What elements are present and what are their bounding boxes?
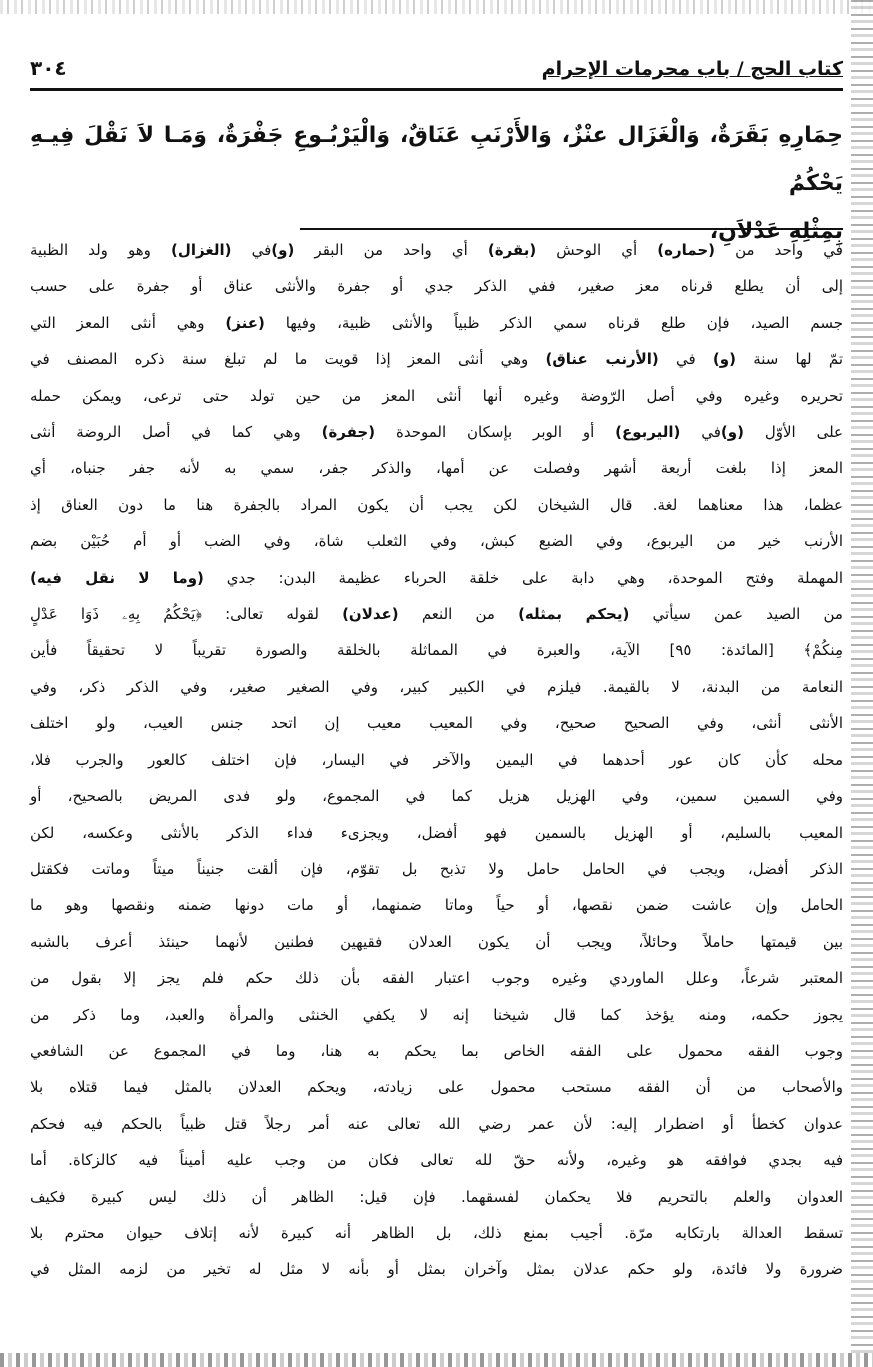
- commentary-line: جسم الصيد، فإن طلع قرناه سمي الذكر ظبياً والأنثى ظبية، وفيها (عنز) وهي أنثى المعز التي: [30, 313, 843, 332]
- commentary-line: العدوان والعلم بالتحريم فلا يحكمان لفسقهما. فإن قيل: الظاهر أن ذلك ليس كبيرة فكيف: [30, 1187, 843, 1206]
- commentary-line: تمّ لها سنة (و) في (الأرنب عناق) وهي أنثى المعز إذا قويت ما لم تبلغ سنة ذكره المصنف في: [30, 350, 843, 369]
- main-text-line: بِمِثْلِهِ عَدْلاَنِ،: [709, 219, 843, 244]
- commentary-line: في واحد من (حماره) أي الوحش (بقرة) أي واحد من البقر (و)في (الغزال) وهو ولد الظبية: [30, 241, 843, 259]
- commentary-line: الأنثى أنثى، وفي الصحيح صحيح، وفي المعيب معيب إن اتحد جنس العيب، ولو اختلف: [30, 714, 843, 733]
- commentary-line: مِنكُمْ﴾ [المائدة: ٩٥] الآية، والعبرة في المماثلة بالخلقة والصورة تقريباً لا تحقيقاً فأين: [30, 641, 843, 660]
- commentary-line: المعيب بالسليم، أو الهزيل بالسمين فهو أفضل، ويجزىء فداء الذكر بالأنثى وعكسه، لكن: [30, 823, 843, 842]
- decorative-border-right: [851, 0, 873, 1367]
- commentary-line: الحامل وإن عاشت ضمن نقصها، أو حياً وماتا ضمنهما، أو مات دونها ضمنه ونقصها وهو ما: [30, 896, 843, 915]
- commentary-line: وفي السمين سمين، وفي الهزيل هزيل كما في المجموع، ولو فدى المريض بالصحيح، أو: [30, 787, 843, 806]
- commentary-line: تحريره وغيره وفي أصل الرّوضة وغيره أنها أنثى المعز من حين تولد حتى ترعى، ويمكن حمله: [30, 386, 843, 405]
- commentary-line: عظما، هذا معناهما لغة. قال الشيخان لكن يجب أن يكون المراد بالجفرة هنا ما دون العناق إذ: [30, 495, 843, 514]
- commentary-line: النعامة من البدنة، لا بالقيمة. فيلزم في الكبير كبير، وفي الصغير صغير، وفي الذكر ذكر، وفي: [30, 677, 843, 696]
- commentary-line: على الأوّل (و)في (اليربوع) أو الوبر بإسكان الموحدة (جفرة) وهي كما في أصل الروضة أنثى: [30, 423, 843, 442]
- commentary-line: الذكر أفضل، ويجب في الحامل حامل ولا تذبح بل تقوّم، فإن ألقت جنيناً ميتاً وماتت فكقتل: [30, 859, 843, 878]
- commentary-line: عدوان كخطأ أو اضطرار إليه: لأن عمر رضي الله تعالى عنه أمر رجلاً قتل ظبياً بالحكم فيه فحكم: [30, 1114, 843, 1133]
- commentary-line: المهملة وفتح الموحدة، وهي دابة على خلقة الحرباء عظيمة البدن: جدي (وما لا نقل فيه): [30, 568, 843, 587]
- page-number: ٣٠٤: [30, 56, 67, 80]
- commentary-line: تسقط العدالة بارتكابه مرّة. أجيب بمنع ذلك، بل الظاهر أنه كبيرة لأنه إتلاف حيوان محترم بلا: [30, 1223, 843, 1242]
- commentary-line: الأرنب خير من اليربوع، وفي الضبع كبش، وفي الثعلب شاة، وفي الضب أو أم حُبَيْن بضم: [30, 532, 843, 551]
- commentary-line: المعتبر شرعاً، وعلل الماوردي وغيره وجوب اعتبار الفقه بأن ذلك حكم فلم يجز إلا بقول من: [30, 969, 843, 988]
- commentary-line: والأصحاب من أن الفقه مستحب محمول على زيادته، ويحكم العدلان بالمثل فيما قتلاه بلا: [30, 1078, 843, 1097]
- commentary-line: محله كأن كان عور أحدهما في اليمين والآخر في اليسار، فإن اختلف كالعور والجرب فلا،: [30, 750, 843, 769]
- main-text-line: حِمَارِهِ بَقَرَةٌ، وَالْغَزَال عنْزٌ، وَالأَرْنَبِ عَنَاقٌ، وَالْيَرْبُـوعِ جَفْرَةٌ، وَمَـا لاَ نَقْلَ فِيـهِ يَحْكُمُ: [30, 123, 843, 196]
- commentary-line: المعز إذا بلغت أربعة أشهر وفصلت عن أمها، والذكر جفر، سمي به لأنه جفر جنباه، أي: [30, 459, 843, 478]
- commentary-line: ضرورة ولا فائدة، ولو حكم عدلان بمثل وآخران بمثل أو بأنه لا مثل له تخير من لزمه المثل في: [30, 1260, 843, 1279]
- commentary-line: فيه بجدي فوافقه هو وغيره، ولأنه حقّ لله تعالى فكان من وجب عليه أميناً فيه كالزكاة. أما: [30, 1151, 843, 1170]
- commentary-line: من الصيد عمن سيأتي (يحكم بمثله) من النعم (عدلان) لقوله تعالى: ﴿يَحْكُمُ بِهِۦ ذَوَا عَدْلٍ: [30, 605, 843, 624]
- commentary-line: بين قيمتها حاملاً وحائلاً، ويجب أن يكون العدلان فقيهين فطنين لأنهما حينئذ أعرف بالشبه: [30, 932, 843, 951]
- running-title: كتاب الحج / باب محرمات الإحرام: [541, 58, 843, 80]
- commentary-line: وجوب الفقه محمول على الفقه الخاص بما يحكم به هنا، وما في المجموع عن الشافعي: [30, 1041, 843, 1060]
- decorative-border-bottom: [0, 1353, 873, 1367]
- commentary-text: [30, 232, 843, 1288]
- separator-rule: [300, 228, 843, 230]
- page-header: [30, 52, 843, 91]
- commentary-line: إلى أن يطلع قرناه معز صغير، ففي الذكر جدي أو جفرة والأنثى عناق أو جفرة على حسب: [30, 277, 843, 296]
- commentary-line: يجوز حكمه، ومنه يؤخذ كما قال شيخنا إنه لا يكفي الخنثى والمرأة والعبد، وما ذكر من: [30, 1005, 843, 1024]
- decorative-border-top: [0, 0, 873, 14]
